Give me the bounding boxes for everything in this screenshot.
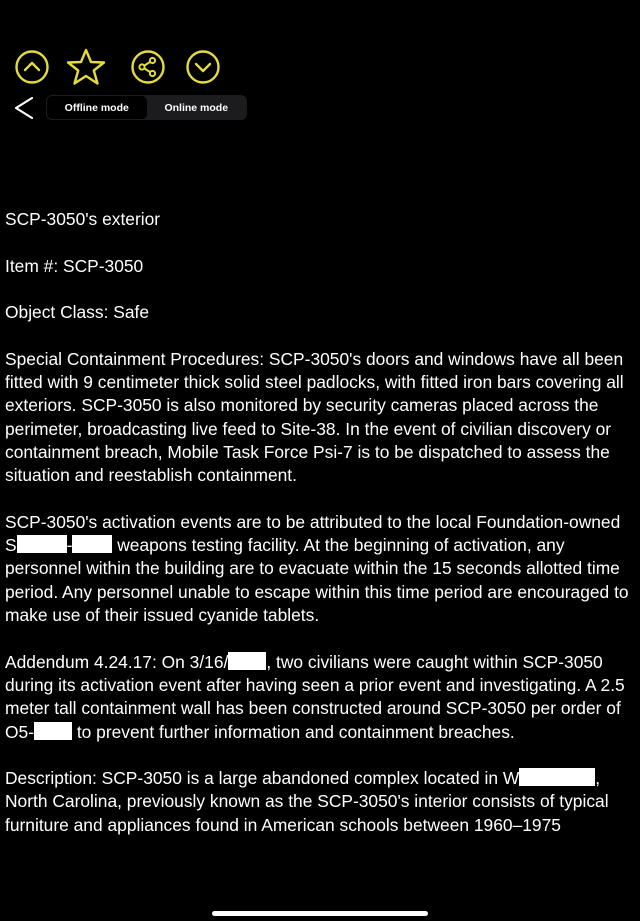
home-indicator <box>212 911 428 916</box>
activation-paragraph <box>5 511 635 627</box>
description-text-2: , North Carolina, previously known as the SCP-3050's interior consists of typical furniture and appliances found in American schools between 1960–1975 <box>5 768 609 835</box>
object-class: Object Class: Safe <box>5 302 150 323</box>
addendum-text-2: , two civilians were caught within SCP-3050 during its activation event after having seen a prior event and investigating. A 2.5 meter tall containment wall has been constructed around SCP-3050 per order of O5- <box>5 651 625 742</box>
share-button[interactable] <box>128 47 168 87</box>
addendum-paragraph <box>5 651 635 744</box>
article-body <box>5 208 635 860</box>
activation-text-2: - <box>66 535 73 556</box>
previous-button[interactable] <box>12 47 52 87</box>
offline-mode-tab[interactable]: Offline mode <box>47 96 147 119</box>
activation-text-3: weapons testing facility. At the beginning of activation, any personnel within the building are to evacuate within the 15 seconds allotted time period. Any personnel unable to escape within this time period are encouraged to make use of their issued cyanide tablets. <box>5 535 629 626</box>
star-icon <box>66 47 106 87</box>
addendum-text-1: Addendum 4.24.17: On 3/16/ <box>5 651 229 672</box>
redaction-block <box>34 722 72 740</box>
chevron-left-icon <box>11 94 37 122</box>
back-button[interactable] <box>8 92 40 124</box>
mode-switch <box>46 95 247 120</box>
redaction-block <box>228 652 266 670</box>
redaction-block <box>519 768 595 786</box>
description-paragraph <box>5 767 635 837</box>
online-mode-tab[interactable]: Online mode <box>164 101 229 114</box>
description-text-1: Description: SCP-3050 is a large abandoned complex located in W <box>5 768 520 789</box>
redaction-block <box>72 535 112 553</box>
image-caption: SCP-3050's exterior <box>5 209 161 229</box>
next-button[interactable] <box>183 47 223 87</box>
share-icon <box>130 49 166 85</box>
chevron-up-icon <box>14 49 50 85</box>
addendum-text-3: to prevent further information and containment breaches. <box>72 721 515 742</box>
activation-text-1: SCP-3050's activation events are to be attributed to the local Foundation-owned S <box>5 511 621 556</box>
favorite-button[interactable] <box>66 47 106 87</box>
item-number: Item #: SCP-3050 <box>5 255 144 276</box>
chevron-down-icon <box>185 49 221 85</box>
containment-procedures: Special Containment Procedures: SCP-3050's doors and windows have all been fitted with 9 centimeter thick solid steel padlocks, with fitted iron bars covering all exteriors. SCP-3050 is also monitored by security cameras placed across the perimeter, broadcasting live feed to Site-38. In the event of civilian discovery or containment breach, Mobile Task Force Psi-7 is to be dispatched to assess the situation and reestablish containment. <box>5 348 624 486</box>
redaction-block <box>17 535 67 553</box>
